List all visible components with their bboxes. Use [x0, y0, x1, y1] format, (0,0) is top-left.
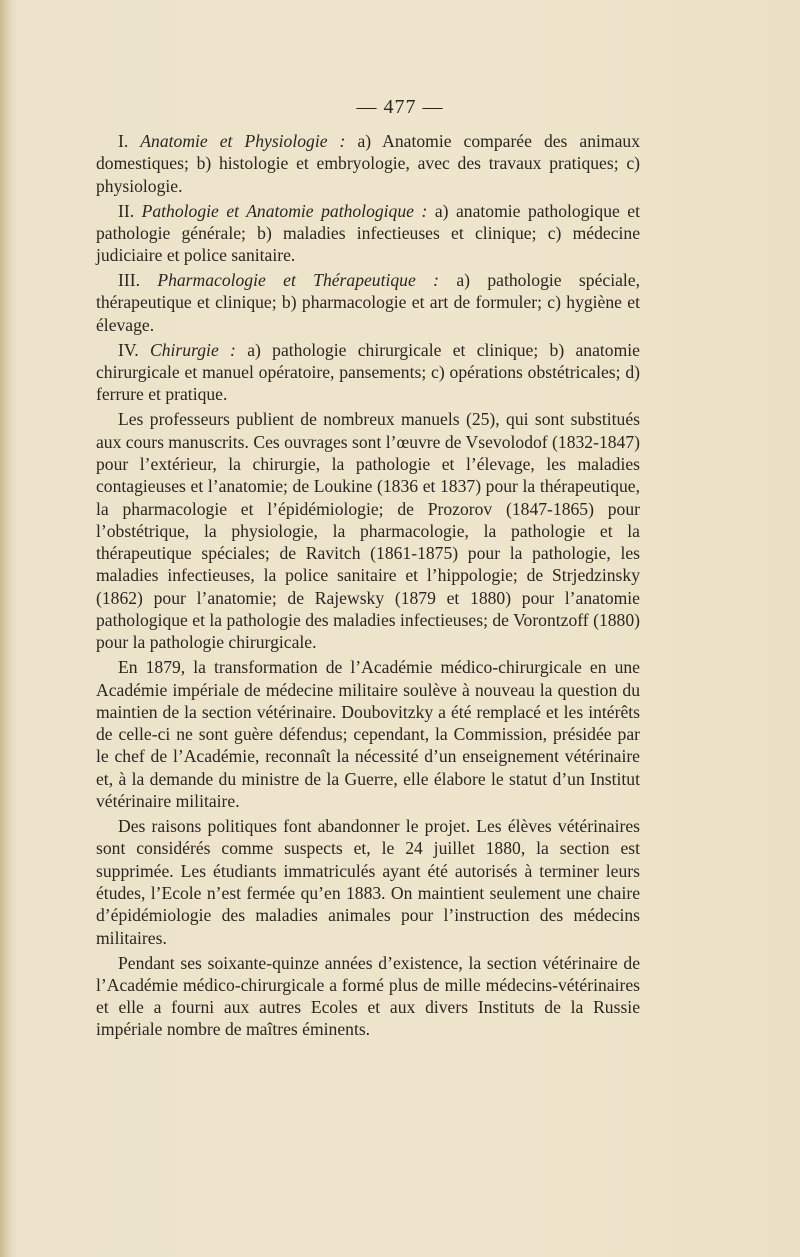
section-paragraph — [96, 130, 640, 197]
section-number: I. — [118, 131, 129, 151]
paragraph-1879: En 1879, la transformation de l’Académie médico-chirurgicale en une Académie impériale de médecine militaire soulève à nouveau la question du maintien de la section vétérinaire. Doubovitzky a été remplacé et les intérêts de celle-ci ne sont guère défendus; cependant, la Commission, présidée par le chef de l’Académie, reconnaît la nécessité d’un enseignement vétérinaire et, à la demande du ministre de la Guerre, elle élabore le statut d’un Institut vétérinaire militaire. — [96, 657, 640, 812]
section-paragraph — [96, 269, 640, 336]
section-body: a) anatomie pathologique et pathologie générale; b) maladies infectieuses et clinique; c) médecine judiciaire et police sanitaire. — [96, 200, 640, 266]
section-body: a) pathologie chirurgicale et clinique; b) anatomie chirurgicale et manuel opératoire, pansements; c) opérations obstétricales; d) ferrure et pratique. — [96, 339, 640, 405]
page-edge — [0, 0, 10, 1257]
section-number: II. — [118, 200, 135, 221]
paragraph-conclusion: Pendant ses soixante-quinze années d’existence, la section vétérinaire de l’Académie médico-chirurgicale a formé plus de mille médecins-vétérinaires et elle a fourni aux autres Ecoles et aux divers Instituts de la Russie impériale nombre de maîtres éminents. — [96, 952, 640, 1040]
section-title: Pharmacologie et Thérapeutique : — [157, 270, 439, 291]
section-title: Chirurgie : — [150, 339, 236, 360]
paragraph-suppression: Des raisons politiques font abandonner le projet. Les élèves vétérinaires sont considérés comme suspects et, le 24 juillet 1880, la section est supprimée. Les étudiants immatriculés ayant été autorisés à terminer leurs études, l’Ecole n’est fermée qu’en 1883. On maintient seulement une chaire d’épidémiologie des maladies animales pour l’instruction des médecins militaires. — [96, 816, 640, 948]
section-paragraph — [96, 200, 640, 267]
section-title: Anatomie et Physiologie : — [140, 131, 346, 151]
section-title: Pathologie et Anatomie pathologique : — [141, 200, 428, 221]
section-body: a) pathologie spéciale, thérapeutique et clinique; b) pharmacologie et art de formuler; c) hygiène et élevage. — [96, 270, 640, 335]
paragraph-manuals: Les professeurs publient de nombreux manuels (25), qui sont substitués aux cours manuscrits. Ces ouvrages sont l’œuvre de Vsevolodof (1832-1847) pour l’extérieur, la chirurgie, la pathologie et l’élevage, les maladies contagieuses et l’anatomie; de Loukine (1836 et 1837) pour la thérapeutique, la pharmacologie et l’épidémiologie; de Prozorov (1847-1865) pour l’obstétrique, la physiologie, la pharmacologie, la pathologie et la thérapeutique spéciales; de Ravitch (1861-1875) pour la pathologie, les maladies infectieuses, la police sanitaire et l’hippologie; de Strjedzinsky (1862) pour l’anatomie; de Rajewsky (1879 et 1880) pour l’anatomie pathologique et la pathologie des maladies infectieuses; de Vorontzoff (1880) pour la pathologie chirurgicale. — [96, 409, 640, 653]
section-body: a) Anatomie comparée des animaux domestiques; b) histologie et embryologie, avec des travaux pratiques; c) physiologie. — [96, 131, 641, 196]
section-number: IV. — [118, 339, 139, 360]
section-number: III. — [118, 270, 140, 291]
body-text — [96, 130, 640, 1043]
section-paragraph — [96, 339, 640, 406]
page-number: — 477 — — [356, 96, 444, 118]
